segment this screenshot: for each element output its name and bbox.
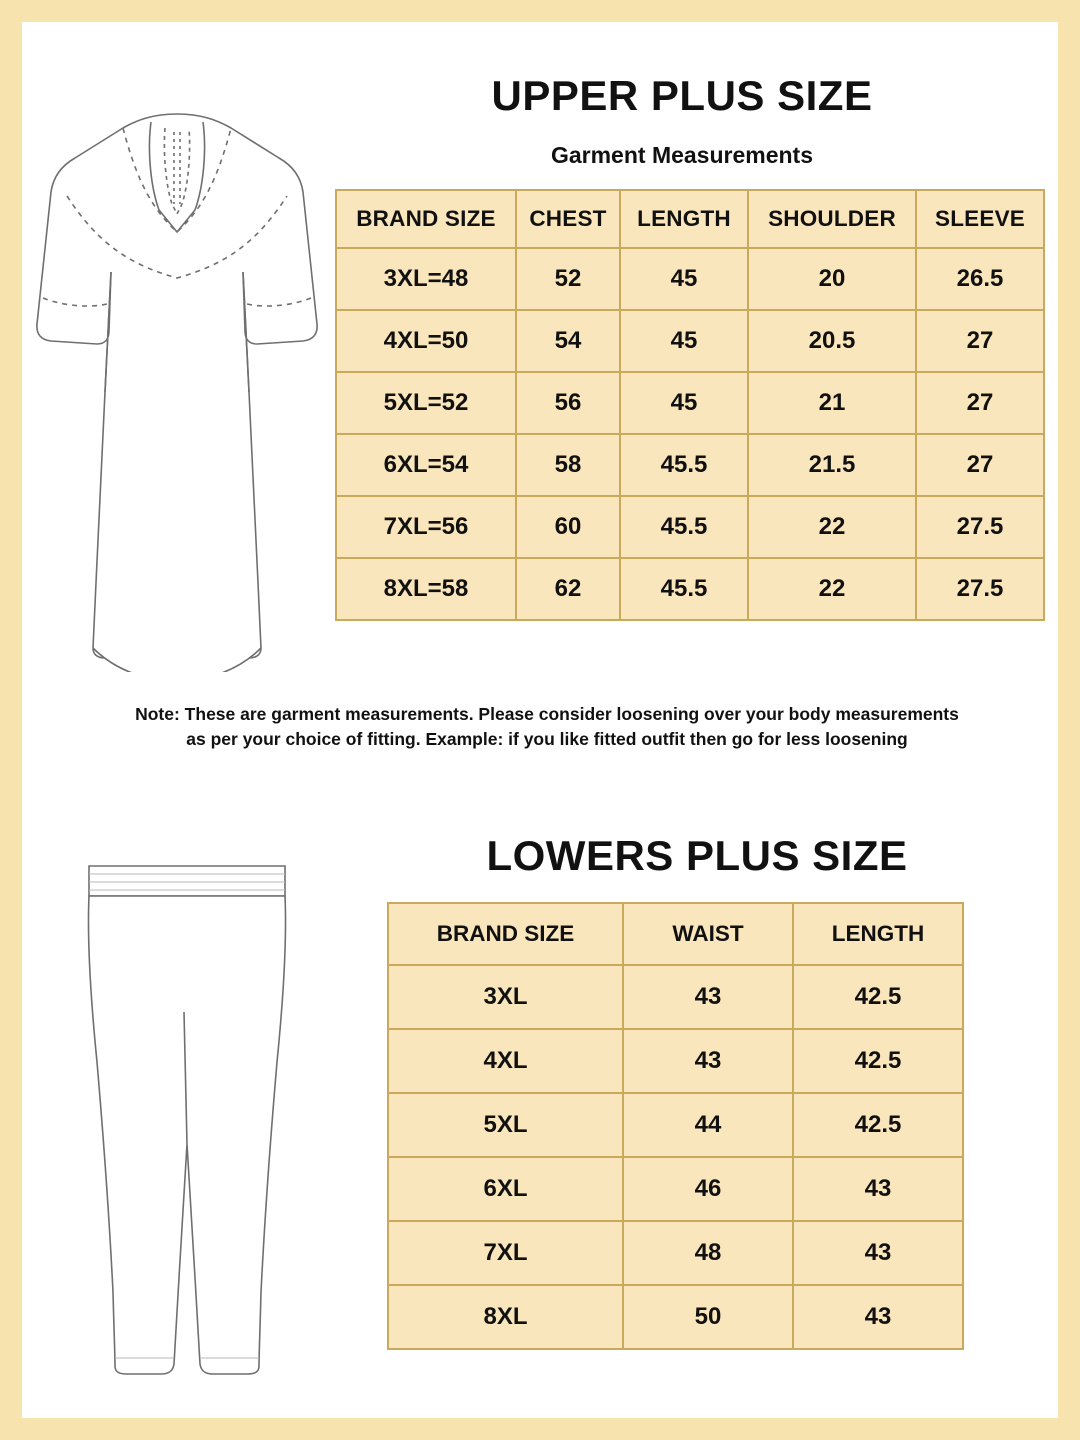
chart-sheet [22, 22, 1058, 1418]
cell-length: 45 [620, 248, 748, 310]
cell-shoulder: 21.5 [748, 434, 916, 496]
lower-title: LOWERS PLUS SIZE [486, 832, 908, 879]
cell-brand-size: 3XL=48 [336, 248, 516, 310]
cell-sleeve: 26.5 [916, 248, 1044, 310]
upper-size-section [22, 22, 1058, 762]
cell-shoulder: 21 [748, 372, 916, 434]
table-header-row [336, 190, 1044, 248]
table-row [336, 310, 1044, 372]
table-row [336, 558, 1044, 620]
cell-sleeve: 27.5 [916, 558, 1044, 620]
cell-brand-size: 7XL=56 [336, 496, 516, 558]
column-header: LENGTH [620, 190, 748, 248]
table-row [388, 965, 963, 1029]
upper-subtitle: Garment Measurements [550, 142, 814, 168]
cell-waist: 43 [623, 965, 793, 1029]
column-header: SHOULDER [748, 190, 916, 248]
table-header-row [388, 903, 963, 965]
table-row [388, 1221, 963, 1285]
cell-shoulder: 22 [748, 558, 916, 620]
upper-title: UPPER PLUS SIZE [491, 72, 873, 119]
table-row [388, 1029, 963, 1093]
cell-shoulder: 20.5 [748, 310, 916, 372]
cell-waist: 50 [623, 1285, 793, 1349]
leggings-illustration [57, 852, 317, 1382]
measurement-note [82, 702, 1012, 753]
cell-length: 45.5 [620, 496, 748, 558]
cell-length: 45 [620, 372, 748, 434]
cell-brand-size: 7XL [388, 1221, 623, 1285]
table-row [336, 372, 1044, 434]
cell-length: 43 [793, 1157, 963, 1221]
table-row [336, 496, 1044, 558]
table-row [388, 1157, 963, 1221]
cell-length: 43 [793, 1221, 963, 1285]
cell-chest: 52 [516, 248, 620, 310]
cell-brand-size: 6XL=54 [336, 434, 516, 496]
cell-sleeve: 27 [916, 434, 1044, 496]
cell-brand-size: 5XL=52 [336, 372, 516, 434]
cell-length: 45.5 [620, 558, 748, 620]
cell-chest: 58 [516, 434, 620, 496]
note-line-2: as per your choice of fitting. Example: if you like fitted outfit then go for less loosening [186, 729, 908, 750]
lower-size-table [387, 902, 964, 1350]
cell-chest: 54 [516, 310, 620, 372]
table-row [336, 248, 1044, 310]
cell-brand-size: 6XL [388, 1157, 623, 1221]
column-header: LENGTH [793, 903, 963, 965]
table-row [388, 1285, 963, 1349]
cell-shoulder: 20 [748, 248, 916, 310]
column-header: CHEST [516, 190, 620, 248]
cell-brand-size: 4XL [388, 1029, 623, 1093]
cell-length: 45 [620, 310, 748, 372]
cell-chest: 60 [516, 496, 620, 558]
cell-length: 43 [793, 1285, 963, 1349]
upper-size-table [335, 189, 1045, 621]
cell-waist: 44 [623, 1093, 793, 1157]
cell-waist: 48 [623, 1221, 793, 1285]
cell-brand-size: 4XL=50 [336, 310, 516, 372]
cell-brand-size: 3XL [388, 965, 623, 1029]
table-row [388, 1093, 963, 1157]
cell-sleeve: 27 [916, 372, 1044, 434]
cell-length: 42.5 [793, 1093, 963, 1157]
cell-shoulder: 22 [748, 496, 916, 558]
table-row [336, 434, 1044, 496]
cell-length: 42.5 [793, 1029, 963, 1093]
cell-brand-size: 8XL [388, 1285, 623, 1349]
cell-sleeve: 27 [916, 310, 1044, 372]
column-header: SLEEVE [916, 190, 1044, 248]
kurta-illustration [27, 92, 327, 672]
column-header: WAIST [623, 903, 793, 965]
column-header: BRAND SIZE [388, 903, 623, 965]
cell-waist: 46 [623, 1157, 793, 1221]
cell-brand-size: 5XL [388, 1093, 623, 1157]
cell-chest: 62 [516, 558, 620, 620]
cell-length: 45.5 [620, 434, 748, 496]
cell-brand-size: 8XL=58 [336, 558, 516, 620]
column-header: BRAND SIZE [336, 190, 516, 248]
cell-length: 42.5 [793, 965, 963, 1029]
cell-waist: 43 [623, 1029, 793, 1093]
cell-chest: 56 [516, 372, 620, 434]
cell-sleeve: 27.5 [916, 496, 1044, 558]
note-line-1: Note: These are garment measurements. Please consider loosening over your body measurements [135, 704, 959, 724]
